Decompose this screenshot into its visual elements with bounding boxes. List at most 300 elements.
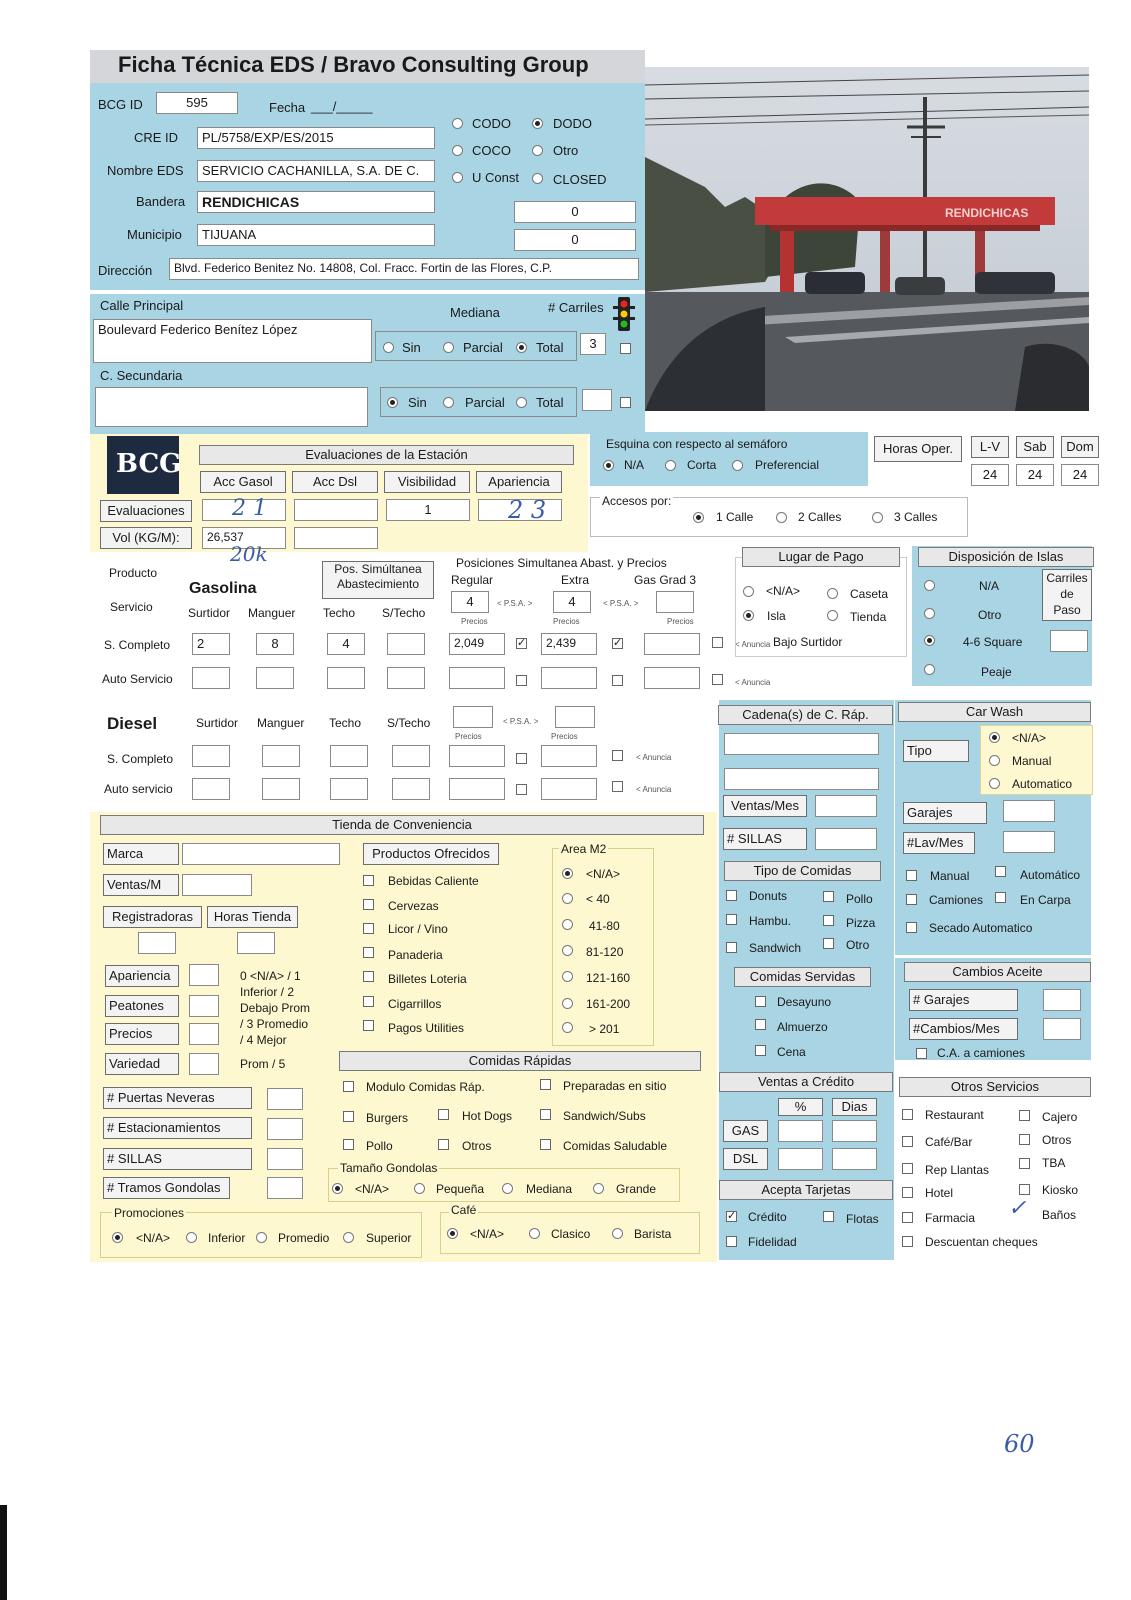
otros-title: Otros Servicios — [899, 1077, 1091, 1097]
accesos-radio-2[interactable] — [776, 512, 787, 523]
traffic-light-icon — [613, 296, 635, 332]
gondola-label-mediana: Mediana — [526, 1182, 573, 1196]
radio-dodo[interactable] — [532, 118, 543, 129]
puertas-label: # Puertas Neveras — [103, 1087, 252, 1109]
tramos-field[interactable] — [267, 1177, 303, 1199]
secundaria-carriles-field[interactable] — [582, 389, 612, 411]
comida-label-modulo: Modulo Comidas Ráp. — [366, 1080, 485, 1094]
horas-col-dom: Dom — [1061, 436, 1099, 458]
grad3-pos-field[interactable] — [656, 591, 694, 613]
gas-as-manguer[interactable] — [256, 667, 294, 689]
carriles-paso-field[interactable] — [1050, 630, 1088, 652]
calle-principal-field[interactable]: Boulevard Federico Benítez López — [93, 319, 372, 363]
prod-check-cervezas[interactable] — [363, 899, 374, 910]
otros-check-farmacia[interactable] — [902, 1212, 913, 1223]
comida-label-burgers: Burgers — [366, 1111, 409, 1125]
comidas-title: Comidas Rápidas — [339, 1051, 701, 1071]
precio-grad3-check[interactable] — [712, 637, 723, 648]
prod-check-licor[interactable] — [363, 923, 374, 934]
tienda-peatones-field[interactable] — [189, 995, 219, 1017]
eval-precios-label: Precios — [105, 1023, 179, 1045]
registradoras-field[interactable] — [138, 932, 176, 954]
otros-label-hotel: Hotel — [925, 1186, 954, 1200]
marca-field[interactable] — [182, 843, 340, 865]
calle-secundaria-label: C. Secundaria — [100, 368, 183, 383]
tc-check-hambu[interactable] — [726, 914, 737, 925]
dsl-psa: < P.S.A. > — [503, 717, 539, 726]
nombre-label: Nombre EDS — [107, 163, 184, 178]
prod-label-utilities: Pagos Utilities — [388, 1021, 465, 1035]
otros-label-tba: TBA — [1042, 1156, 1066, 1170]
gas-sc-techo[interactable]: 4 — [327, 633, 365, 655]
islas-label-na: N/A — [979, 579, 1000, 593]
aceite-check-camiones[interactable] — [916, 1048, 927, 1059]
esquina-title: Esquina con respecto al semáforo — [606, 437, 788, 451]
regular-label: Regular — [451, 573, 494, 587]
otros-label-cajero: Cajero — [1042, 1110, 1078, 1124]
comida-label-pollo: Pollo — [366, 1139, 393, 1153]
gas-as-check-3[interactable] — [712, 674, 723, 685]
pago-label-tienda: Tienda — [850, 610, 887, 624]
gondola-radio-mediana[interactable] — [502, 1183, 513, 1194]
gasolina-title: Gasolina — [189, 580, 257, 597]
esquina-radio-pref[interactable] — [732, 460, 743, 471]
tc-check-otro[interactable] — [823, 938, 834, 949]
pago-radio-na[interactable] — [743, 586, 754, 597]
principal-check[interactable] — [620, 343, 631, 354]
prod-check-panaderia[interactable] — [363, 947, 374, 958]
precio-extra[interactable]: 2,439 — [541, 633, 597, 655]
mediana-label: Mediana — [450, 305, 500, 320]
principal-radio-parcial[interactable] — [443, 342, 454, 353]
prod-check-utilities[interactable] — [363, 1020, 374, 1031]
radio-coco[interactable] — [452, 145, 463, 156]
esquina-radio-na[interactable] — [603, 460, 614, 471]
anuncia-1: < Anuncia — [735, 640, 771, 649]
promo-radio-superior[interactable] — [343, 1232, 354, 1243]
carwash-chk-label-camiones: Camiones — [929, 893, 984, 907]
escala-6: Prom / 5 — [240, 1057, 286, 1071]
gas-as-precio-g3[interactable] — [644, 667, 700, 689]
escala-3: Debajo Prom — [240, 1001, 311, 1015]
gas-as-check-1[interactable] — [516, 675, 527, 686]
tarjeta-check-fidelidad[interactable] — [726, 1236, 737, 1247]
scan-edge — [0, 1505, 7, 1600]
islas-radio-peaje[interactable] — [924, 664, 935, 675]
estac-label: # Estacionamientos — [103, 1117, 252, 1139]
eval-acc-dsl[interactable] — [294, 499, 378, 521]
escala-4: / 3 Promedio — [240, 1017, 309, 1031]
gondola-radio-pequena[interactable] — [414, 1183, 425, 1194]
tc-check-donuts[interactable] — [726, 890, 737, 901]
calle-principal-label: Calle Principal — [100, 298, 184, 313]
aceite-cambios-label: #Cambios/Mes — [909, 1018, 1018, 1040]
label-dodo: DODO — [553, 116, 592, 131]
label-uconst: U Const — [472, 170, 519, 185]
promo-radio-inferior[interactable] — [186, 1232, 197, 1243]
tc-check-pollo[interactable] — [823, 891, 834, 902]
precio-regular[interactable]: 2,049 — [449, 633, 505, 655]
prod-label-cervezas: Cervezas — [388, 899, 439, 913]
estac-field[interactable] — [267, 1118, 303, 1140]
principal-radio-total[interactable] — [516, 342, 527, 353]
dsl-as-check-1[interactable] — [516, 784, 527, 795]
col-acc-gasol: Acc Gasol — [200, 471, 286, 493]
islas-label-peaje: Peaje — [981, 665, 1012, 679]
prod-label-cigarrillos: Cigarrillos — [388, 997, 442, 1011]
carwash-check-camiones[interactable] — [906, 894, 917, 905]
prod-label-licor: Licor / Vino — [388, 922, 448, 936]
gas-sc-surtidor[interactable]: 2 — [192, 633, 230, 655]
precio-grad3[interactable] — [644, 633, 700, 655]
dsl-as-precio[interactable] — [449, 778, 505, 800]
radio-uconst[interactable] — [452, 172, 463, 183]
area-radio-80[interactable] — [562, 919, 573, 930]
comida-label-saludable: Comidas Saludable — [563, 1139, 668, 1153]
horas-tienda-field[interactable] — [237, 932, 275, 954]
horas-lv[interactable]: 24 — [971, 464, 1009, 486]
principal-label-sin: Sin — [402, 340, 421, 355]
secundaria-label-parcial: Parcial — [465, 395, 505, 410]
gas-sc-manguer[interactable]: 8 — [256, 633, 294, 655]
dsl-as-precio-2[interactable] — [541, 778, 597, 800]
comida-check-burgers[interactable] — [343, 1111, 354, 1122]
label-codo: CODO — [472, 116, 511, 131]
dsl-as-label: Auto servicio — [104, 782, 173, 796]
reg-pos-field[interactable]: 4 — [451, 591, 489, 613]
islas-radio-square[interactable] — [924, 635, 935, 646]
dsl-as-stecho[interactable] — [392, 778, 430, 800]
prod-check-loteria[interactable] — [363, 971, 374, 982]
cadena-ventas-field[interactable] — [815, 795, 877, 817]
tarjeta-check-flotas[interactable] — [823, 1211, 834, 1222]
pago-radio-caseta[interactable] — [827, 588, 838, 599]
comida-label-sandwich: Sandwich/Subs — [563, 1109, 646, 1123]
dsl-sc-surtidor[interactable] — [192, 745, 230, 767]
escala-2: Inferior / 2 — [240, 985, 295, 999]
cs-check-almuerzo[interactable] — [755, 1019, 766, 1030]
dsl-as-surtidor[interactable] — [192, 778, 230, 800]
gas-as-stecho[interactable] — [387, 667, 425, 689]
gas-col-stecho: S/Techo — [382, 606, 426, 620]
area-radio-201[interactable] — [562, 1022, 573, 1033]
tienda-sillas-field[interactable] — [267, 1148, 303, 1170]
carwash-radio-na[interactable] — [989, 732, 1000, 743]
comida-label-hotdogs: Hot Dogs — [462, 1109, 513, 1123]
dsl-sc-manguer[interactable] — [262, 745, 300, 767]
pos-simultanea-header — [322, 561, 434, 599]
prod-check-cigarrillos[interactable] — [363, 996, 374, 1007]
islas-radio-na[interactable] — [924, 580, 935, 591]
islas-radio-otro[interactable] — [924, 608, 935, 619]
pago-label-na: <N/A> — [766, 584, 801, 598]
aceite-cambios-field[interactable] — [1043, 1018, 1081, 1040]
promo-radio-na[interactable] — [112, 1232, 123, 1243]
fecha-label: Fecha — [269, 100, 306, 115]
aceite-garajes-label: # Garajes — [909, 989, 1018, 1011]
principal-label-parcial: Parcial — [463, 340, 503, 355]
area-label-200: 161-200 — [586, 997, 631, 1011]
gas-as-check-2[interactable] — [612, 675, 623, 686]
ventas-m-field[interactable] — [182, 874, 252, 896]
accesos-label-3: 3 Calles — [894, 510, 938, 524]
carwash-radio-auto[interactable] — [989, 778, 1000, 789]
cs-check-cena[interactable] — [755, 1045, 766, 1056]
gas-as-precio-reg[interactable] — [449, 667, 505, 689]
comida-check-hotdogs[interactable] — [438, 1109, 449, 1120]
puertas-field[interactable] — [267, 1088, 303, 1110]
cafe-title: Café — [451, 1203, 477, 1217]
gondola-radio-grande[interactable] — [593, 1183, 604, 1194]
eval-visibilidad[interactable]: 1 — [386, 499, 470, 521]
secundaria-radio-sin[interactable] — [387, 397, 398, 408]
pago-radio-tienda[interactable] — [827, 610, 838, 621]
carwash-check-carpa[interactable] — [995, 892, 1006, 903]
otros-label-llantas: Rep Llantas — [925, 1163, 990, 1177]
accesos-label: Accesos por: — [602, 494, 672, 508]
cadena-field-1[interactable] — [724, 733, 879, 755]
diesel-title: Diesel — [107, 714, 158, 733]
aceite-label-camiones: C.A. a camiones — [937, 1046, 1026, 1060]
cadena-sillas-field[interactable] — [815, 828, 877, 850]
otros-check-kiosko[interactable] — [1019, 1184, 1030, 1195]
horas-dom[interactable]: 24 — [1061, 464, 1099, 486]
vc-pct-label: % — [778, 1098, 823, 1116]
accesos-radio-1[interactable] — [693, 512, 704, 523]
prod-label-loteria: Billetes Loteria — [388, 972, 467, 986]
dsl-as-manguer[interactable] — [262, 778, 300, 800]
vc-dsl-dias[interactable] — [832, 1148, 877, 1170]
carwash-label-auto: Automatico — [1012, 777, 1073, 791]
dsl-sc-stecho[interactable] — [392, 745, 430, 767]
carwash-lav-field[interactable] — [1003, 831, 1055, 853]
horas-tienda-label: Horas Tienda — [207, 906, 298, 928]
esquina-radio-corta[interactable] — [665, 460, 676, 471]
otros-label-cheques: Descuentan cheques — [925, 1235, 1038, 1249]
pago-label-isla: Isla — [767, 609, 786, 623]
carwash-label-manual: Manual — [1012, 754, 1052, 768]
psa-2: < P.S.A. > — [603, 599, 639, 608]
precios-label-1: Precios — [461, 617, 488, 626]
carwash-garajes-field[interactable] — [1003, 800, 1055, 822]
pago-radio-isla[interactable] — [743, 610, 754, 621]
islas-title: Disposición de Islas — [918, 547, 1094, 567]
cafe-radio-na[interactable] — [447, 1228, 458, 1239]
bandera-field[interactable]: RENDICHICAS — [197, 191, 435, 213]
secundaria-radio-total[interactable] — [516, 397, 527, 408]
cafe-label-na: <N/A> — [470, 1227, 505, 1241]
radio-closed[interactable] — [532, 173, 543, 184]
prod-check-bebidas[interactable] — [363, 875, 374, 886]
direccion-field[interactable]: Blvd. Federico Benitez No. 14808, Col. Fracc. Fortin de las Flores, C.P. — [169, 258, 639, 280]
carriles-label: # Carriles — [548, 300, 604, 315]
dsl-sc-precio[interactable] — [449, 745, 505, 767]
area-label-160: 121-160 — [586, 971, 631, 985]
carwash-check-secado[interactable] — [906, 922, 917, 933]
cafe-radio-clasico[interactable] — [529, 1228, 540, 1239]
horas-col-sab: Sab — [1016, 436, 1054, 458]
dsl-precios-1: Precios — [455, 732, 482, 741]
ventas-m-label: Ventas/M — [103, 874, 179, 896]
area-radio-200[interactable] — [562, 998, 573, 1009]
dsl-col-manguer: Manguer — [257, 716, 305, 730]
gondola-radio-na[interactable] — [332, 1183, 343, 1194]
cs-check-desayuno[interactable] — [755, 996, 766, 1007]
dsl-precios-2: Precios — [551, 732, 578, 741]
calle-secundaria-field[interactable] — [95, 387, 368, 427]
tarjeta-label-flotas: Flotas — [846, 1212, 879, 1226]
precios-label-3: Precios — [667, 617, 694, 626]
comida-check-sandwich[interactable] — [540, 1109, 551, 1120]
comida-check-otros[interactable] — [438, 1139, 449, 1150]
precios-label-2: Precios — [553, 617, 580, 626]
comida-check-pollo[interactable] — [343, 1139, 354, 1150]
area-label-na: <N/A> — [586, 867, 621, 881]
vol-dsl-field[interactable] — [294, 527, 378, 549]
dsl-sc-techo[interactable] — [330, 745, 368, 767]
otros-label-otros: Otros — [1042, 1133, 1072, 1147]
radio-otro[interactable] — [532, 145, 543, 156]
accesos-radio-3[interactable] — [872, 512, 883, 523]
tipo-comidas-title: Tipo de Comidas — [724, 861, 881, 881]
otros-check-llantas[interactable] — [902, 1163, 913, 1174]
gas-as-surtidor[interactable] — [192, 667, 230, 689]
tienda-precios-field[interactable] — [189, 1023, 219, 1045]
dsl-sc-label: S. Completo — [107, 752, 174, 766]
otros-check-cheques[interactable] — [902, 1236, 913, 1247]
bajo-surtidor-label: Bajo Surtidor — [773, 635, 843, 649]
tc-label-pollo: Pollo — [846, 892, 873, 906]
area-radio-na[interactable] — [562, 868, 573, 879]
precio-regular-check[interactable]: ✓ — [517, 637, 527, 649]
dsl-sc-check-2[interactable] — [612, 750, 623, 761]
otros-label-farmacia: Farmacia — [925, 1211, 976, 1225]
comida-check-preparadas[interactable] — [540, 1079, 551, 1090]
dsl-col-surtidor: Surtidor — [196, 716, 239, 730]
page-number: 60 — [1004, 1430, 1035, 1458]
vol-note: 20k — [230, 542, 268, 566]
dsl-col-techo: Techo — [329, 716, 362, 730]
dsl-as-check-2[interactable] — [612, 781, 623, 792]
precio-extra-check[interactable]: ✓ — [613, 637, 623, 649]
radio-codo[interactable] — [452, 118, 463, 129]
dsl-pos-field[interactable] — [453, 706, 493, 728]
eval-apariencia-label: Apariencia — [105, 965, 179, 987]
horas-sab[interactable]: 24 — [1016, 464, 1054, 486]
secundaria-label-total: Total — [536, 395, 564, 410]
vc-gas-dias[interactable] — [832, 1120, 877, 1142]
cs-label-cena: Cena — [777, 1045, 806, 1059]
psa-1: < P.S.A. > — [497, 599, 533, 608]
photo-sign-text: RENDICHICAS — [945, 206, 1029, 220]
pago-label-caseta: Caseta — [850, 587, 889, 601]
vc-dsl-label: DSL — [723, 1148, 768, 1170]
tramos-label: # Tramos Gondolas — [103, 1177, 230, 1199]
area-radio-40[interactable] — [562, 893, 573, 904]
cs-label-almuerzo: Almuerzo — [777, 1020, 828, 1034]
gas-col-manguer: Manguer — [248, 606, 296, 620]
ext-pos-field[interactable]: 4 — [553, 591, 591, 613]
dsl-pos-field-2[interactable] — [555, 706, 595, 728]
secundaria-radio-parcial[interactable] — [443, 397, 454, 408]
eval-variedad-label: Variedad — [105, 1053, 179, 1075]
bandera-label: Bandera — [136, 194, 186, 209]
cs-label-desayuno: Desayuno — [777, 995, 832, 1009]
vc-gas-pct[interactable] — [778, 1120, 823, 1142]
area-radio-160[interactable] — [562, 971, 573, 982]
cre-field[interactable]: PL/5758/EXP/ES/2015 — [197, 127, 435, 149]
gas-col-techo: Techo — [323, 606, 356, 620]
dsl-sc-precio-2[interactable] — [541, 745, 597, 767]
carwash-radio-manual[interactable] — [989, 755, 1000, 766]
otros-check-restaurant[interactable] — [902, 1109, 913, 1120]
vol-field[interactable]: 26,537 — [202, 527, 286, 549]
cadena-sillas-label: # SILLAS — [723, 828, 807, 850]
carwash-check-automatico[interactable] — [995, 866, 1006, 877]
otros-check-cajero[interactable] — [1019, 1110, 1030, 1121]
principal-radio-sin[interactable] — [383, 342, 394, 353]
num-field-1[interactable]: 0 — [514, 201, 636, 223]
area-label-120: 81-120 — [586, 945, 624, 959]
principal-carriles-field[interactable]: 3 — [580, 333, 606, 355]
tarjetas-title: Acepta Tarjetas — [719, 1180, 893, 1200]
carwash-check-manual[interactable] — [906, 870, 917, 881]
aceite-garajes-field[interactable] — [1043, 989, 1081, 1011]
bcg-id-field[interactable]: 595 — [156, 92, 238, 114]
gondola-label-na: <N/A> — [355, 1182, 390, 1196]
tarjeta-check-credito[interactable]: ✓ — [727, 1210, 737, 1222]
carwash-label-na: <N/A> — [1012, 731, 1047, 745]
municipio-field[interactable]: TIJUANA — [197, 224, 435, 246]
tc-check-pizza[interactable] — [823, 915, 834, 926]
islas-label-otro: Otro — [978, 608, 1002, 622]
otros-check-cafebar[interactable] — [902, 1136, 913, 1147]
area-radio-120[interactable] — [562, 945, 573, 956]
otros-check-hotel[interactable] — [902, 1187, 913, 1198]
cadena-field-2[interactable] — [724, 768, 879, 790]
comida-check-saludable[interactable] — [540, 1139, 551, 1150]
dsl-as-techo[interactable] — [330, 778, 368, 800]
promo-radio-promedio[interactable] — [256, 1232, 267, 1243]
extra-label: Extra — [561, 573, 590, 587]
nombre-field[interactable]: SERVICIO CACHANILLA, S.A. DE C. — [197, 160, 435, 182]
secundaria-check[interactable] — [620, 397, 631, 408]
label-coco: COCO — [472, 143, 511, 158]
num-field-2[interactable]: 0 — [514, 229, 636, 251]
cafe-radio-barista[interactable] — [612, 1228, 623, 1239]
otros-check-otros[interactable] — [1019, 1134, 1030, 1145]
gas-sc-stecho[interactable] — [387, 633, 425, 655]
direccion-label: Dirección — [98, 263, 153, 278]
tienda-sillas-label: # SILLAS — [103, 1148, 252, 1170]
label-closed: CLOSED — [553, 172, 607, 187]
gas-as-precio-ext[interactable] — [541, 667, 597, 689]
tienda-apariencia-field[interactable] — [189, 964, 219, 986]
vc-dsl-pct[interactable] — [778, 1148, 823, 1170]
productos-title: Productos Ofrecidos — [363, 843, 499, 865]
vc-dias-label: Dias — [832, 1098, 877, 1116]
tienda-variedad-field[interactable] — [189, 1053, 219, 1075]
otros-check-tba[interactable] — [1019, 1158, 1030, 1169]
carwash-tipo-label: Tipo — [903, 740, 969, 762]
area-label-40: < 40 — [586, 892, 610, 906]
gas-as-techo[interactable] — [327, 667, 365, 689]
tc-check-sandwich[interactable] — [726, 942, 737, 953]
tienda-title: Tienda de Conveniencia — [100, 815, 704, 835]
label-otro: Otro — [553, 143, 579, 158]
comida-check-modulo[interactable] — [343, 1081, 354, 1092]
dsl-sc-check-1[interactable] — [516, 753, 527, 764]
